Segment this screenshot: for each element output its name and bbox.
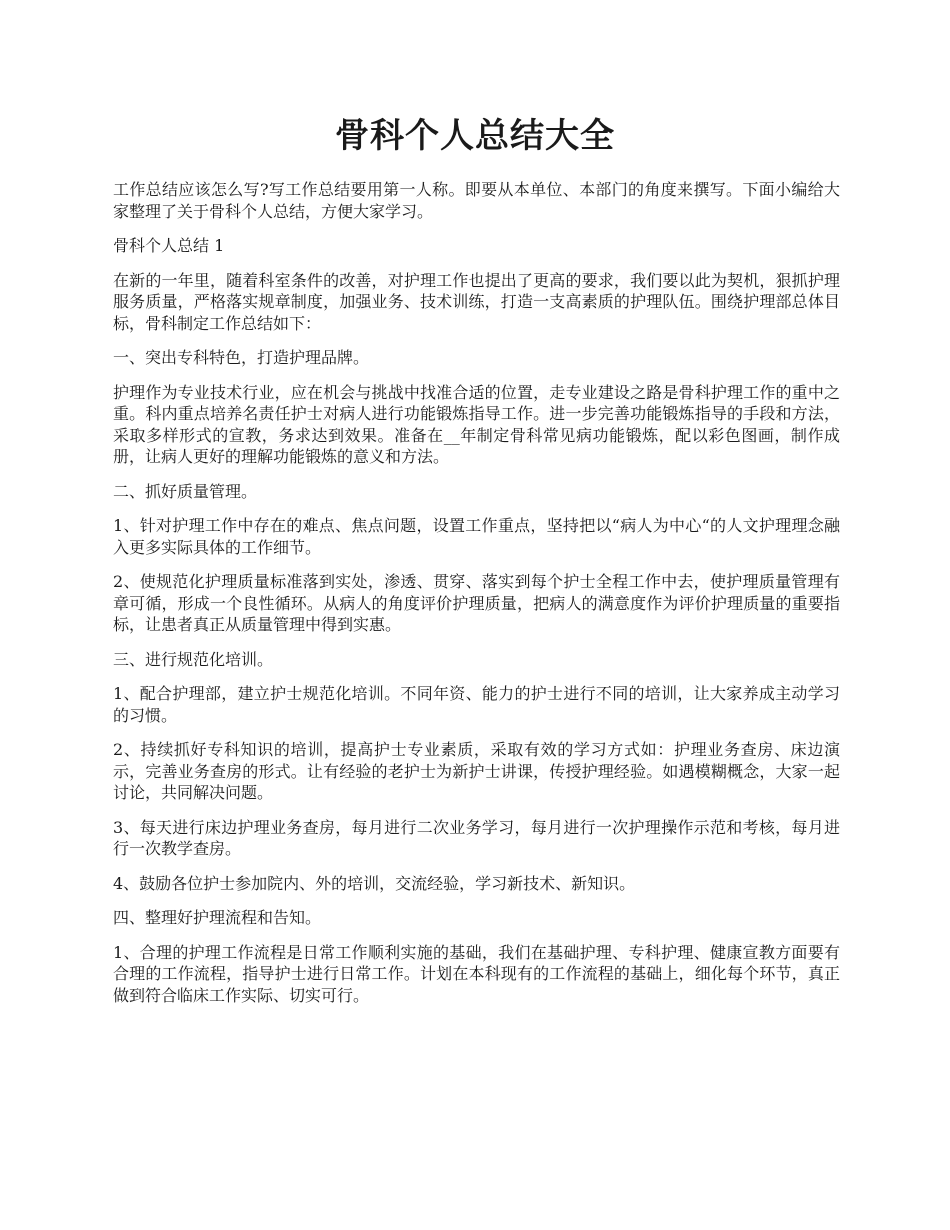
section-heading: 二、抓好质量管理。 xyxy=(113,481,258,501)
section-subtitle: 骨科个人总结 1 xyxy=(113,236,225,255)
section-heading: 四、整理好护理流程和告知。 xyxy=(113,908,322,927)
list-item-paragraph: 2、持续抓好专科知识的培训，提高护士专业素质，采取有效的学习方式如：护理业务查房、床边演示，完善业务查房的形式。让有经验的老护士为新护士讲课，传授护理经验。如遇模糊概念，大家一起讨论，共同解决问题。 xyxy=(113,740,840,802)
document-title: 骨科个人总结大全 xyxy=(335,116,615,156)
list-item-paragraph: 1、合理的护理工作流程是日常工作顺利实施的基础，我们在基础护理、专科护理、健康宣教方面要有合理的工作流程，指导护士进行日常工作。计划在本科现有的工作流程的基础上，细化每个环节，真正做到符合临床工作实际、切实可行。 xyxy=(113,942,840,1005)
list-item-paragraph: 4、鼓励各位护士参加院内、外的培训，交流经验，学习新技术、新知识。 xyxy=(113,873,636,893)
list-item-paragraph: 3、每天进行床边护理业务查房，每月进行二次业务学习，每月进行一次护理操作示范和考核，每月进行一次教学查房。 xyxy=(113,817,840,858)
list-item-paragraph: 2、使规范化护理质量标准落到实处，渗透、贯穿、落实到每个护士全程工作中去，使护理质量管理有章可循，形成一个良性循环。从病人的角度评价护理质量，把病人的满意度作为评价护理质量的重要指标，让患者真正从质量管理中得到实惠。 xyxy=(113,572,840,634)
body-paragraph: 护理作为专业技术行业，应在机会与挑战中找准合适的位置，走专业建设之路是骨科护理工作的重中之重。科内重点培养名责任护士对病人进行功能锻炼指导工作。进一步完善功能锻炼指导的手段和方法，采取多样形式的宣教，务求达到效果。准备在__年制定骨科常见病功能锻炼，配以彩色图画，制作成册，让病人更好的理解功能锻炼的意义和方法。 xyxy=(113,382,840,466)
intro-paragraph: 工作总结应该怎么写?写工作总结要用第一人称。即要从本单位、本部门的角度来撰写。下面小编给大家整理了关于骨科个人总结，方便大家学习。 xyxy=(113,180,840,221)
list-item-paragraph: 1、针对护理工作中存在的难点、焦点问题，设置工作重点，坚持把以“病人为中心“的人文护理理念融入更多实际具体的工作细节。 xyxy=(113,516,840,557)
section-heading: 三、进行规范化培训。 xyxy=(113,649,274,669)
list-item-paragraph: 1、配合护理部，建立护士规范化培训。不同年资、能力的护士进行不同的培训，让大家养成主动学习的习惯。 xyxy=(113,684,840,725)
document-body xyxy=(113,179,840,1019)
body-paragraph: 在新的一年里，随着科室条件的改善，对护理工作也提出了更高的要求，我们要以此为契机，狠抓护理服务质量，严格落实规章制度，加强业务、技术训练，打造一支高素质的护理队伍。围绕护理部总体目标，骨科制定工作总结如下： xyxy=(113,270,840,333)
section-heading: 一、突出专科特色，打造护理品牌。 xyxy=(113,348,370,367)
